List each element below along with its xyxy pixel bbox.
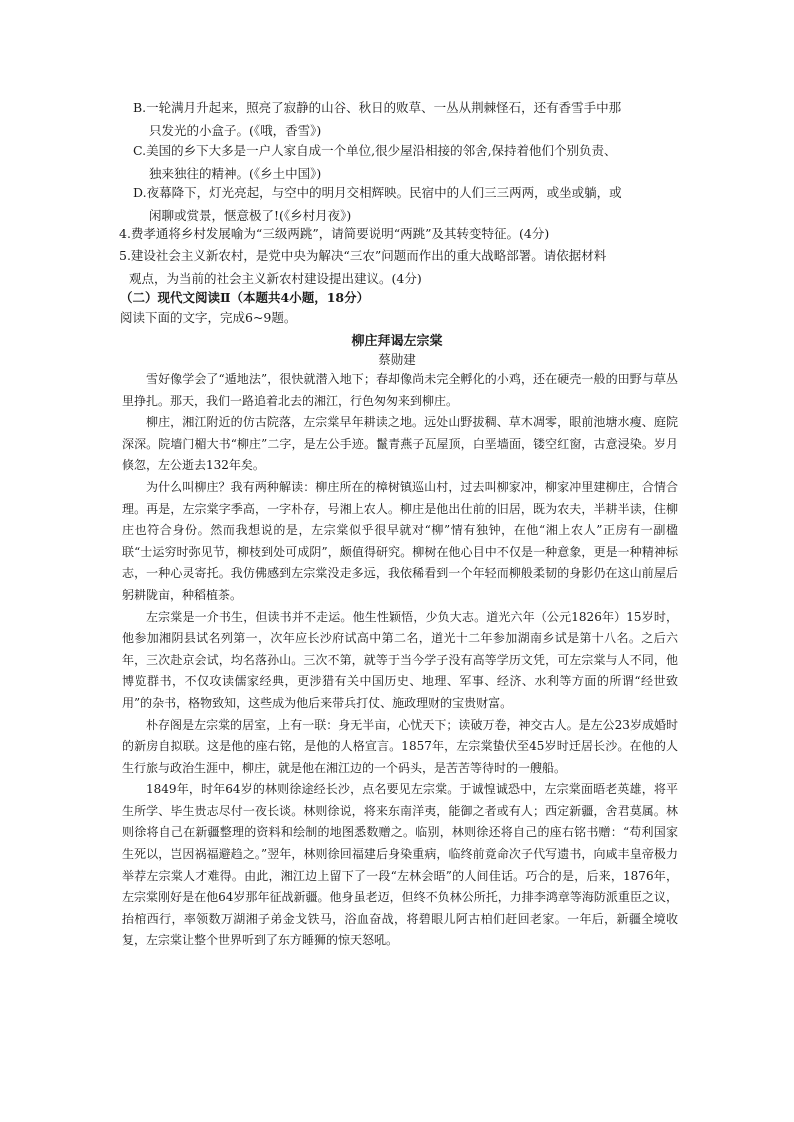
question-text: 4.费孝通将乡村发展喻为“三级两跳”，请简要说明“两跳”及其转变特征。(4分) (119, 226, 550, 241)
option-text-line2: 独来独往的精神。(《乡土中国》) (149, 166, 322, 181)
option-b (133, 96, 693, 142)
section-heading: （二）现代文阅读Ⅱ（本题共4小题，18分） (120, 290, 370, 305)
article-body (122, 369, 678, 952)
article-paragraph: 雪好像学会了“遁地法”，很快就潜入地下；春却像尚未完全孵化的小鸡，还在硬壳一般的田野与草丛里挣扎。那天，我们一路追着北去的湘江，行色匆匆来到柳庄。 (122, 372, 678, 408)
option-c (133, 139, 693, 185)
question-4 (119, 222, 689, 245)
article-title: 柳庄拜谒左宗棠 (351, 334, 443, 349)
article-paragraph: 左宗棠是一介书生，但读书并不走运。他生性颖悟，少负大志。道光六年（公元1826年）15岁时，他参加湘阴县试名列第一，次年应长沙府试高中第二名，道光十二年参加湖南乡试是第十八名。之后六年，三次赴京会试，均名落孙山。三次不第，就等于当今学子没有高等学历文凭，可左宗棠与人不同，他博览群书，不仅攻读儒家经典，更涉猎有关中国历史、地理、军事、经济、水利等方面的所谓“经世致用”的杂书，格物致知，这些成为他后来带兵打仗、施政理财的宝贵财富。 (122, 609, 678, 710)
option-d (133, 181, 693, 227)
option-text-line2: 只发光的小盒子。(《哦，香雪》) (149, 123, 322, 138)
article-author: 蔡勋建 (378, 352, 416, 367)
question-text-line2: 观点，为当前的社会主义新农村建设提出建议。(4分) (129, 271, 422, 286)
option-label: D. (133, 185, 147, 200)
option-label: C. (133, 143, 147, 158)
reading-instruction: 阅读下面的文字，完成6~9题。 (120, 310, 297, 325)
question-text-line1: 5.建设社会主义新农村，是党中央为解决“三农”问题而作出的重大战略部署。请依据材料 (119, 248, 607, 263)
option-text-line1: 一轮满月升起来，照亮了寂静的山谷、秋日的败草、一丛从荆棘怪石，还有香雪手中那 (146, 100, 622, 115)
article-paragraph: 1849年，时年64岁的林则徐途经长沙，点名要见左宗棠。于诚惶诚恐中，左宗棠面晤老英雄，将平生所学、毕生贵志尽付一夜长谈。林则徐说，将来东南洋夷，能御之者或有人；西定新疆，舍君莫属。林则徐将自己在新疆整理的资料和绘制的地图悉数赠之。临别，林则徐还将自己的座右铭书赠：“苟利国家生死以，岂因祸福避趋之。”翌年，林则徐回福建后身染重病，临终前竟命次子代写遗书，向咸丰皇帝极力举荐左宗棠人才难得。由此，湘江边上留下了一段“左林会晤”的人间佳话。巧合的是，后来，1876年，左宗棠刚好是在他64岁那年征战新疆。他身虽老迈，但终不负林公所托，力排李鸿章等海防派重臣之议，抬棺西行，率领数万湖湘子弟金戈铁马，浴血奋战，将碧眼儿阿古柏们赶回老家。一年后，新疆全境收复，左宗棠让整个世界听到了东方睡狮的惊天怒吼。 (122, 782, 678, 948)
option-label: B. (133, 100, 147, 115)
option-text-line1: 美国的乡下大多是一户人家自成一个单位,很少屋沿相接的邻舍,保持着他们个别负责、 (146, 143, 617, 158)
option-text-line1: 夜幕降下，灯光亮起，与空中的明月交相辉映。民宿中的人们三三两两，或坐或躺，或 (146, 185, 622, 200)
option-text-line2: 闲聊或赏景，惬意极了!(《乡村月夜》) (149, 208, 352, 223)
article-paragraph: 朴存阁是左宗棠的居室，上有一联：身无半亩，心忧天下；读破万卷，神交古人。是左公23岁成婚时的新房自拟联。这是他的座右铭，是他的人格宣言。1857年，左宗棠蛰伏至45岁时迁居长沙。在他的人生行旅与政治生涯中，柳庄，就是他在湘江边的一个码头，是苦苦等待时的一艘船。 (122, 717, 678, 775)
article-paragraph: 柳庄，湘江附近的仿古院落，左宗棠早年耕读之地。远处山野拔稠、草木凋零，眼前池塘水瘦、庭院深深。院墙门楣大书“柳庄”二字，是左公手迹。鬣青燕子瓦屋顶，白垩墙面，镂空红窗，古意浸染。岁月倏忽，左公逝去132年矣。 (122, 415, 678, 473)
question-5 (119, 244, 689, 290)
article-paragraph: 为什么叫柳庄？我有两种解读：柳庄所在的樟树镇巡山村，过去叫柳家冲，柳家冲里建柳庄，合情合理。再是，左宗棠字季高，一字朴存，号湘上农人。柳庄是他出仕前的旧居，既为农夫，半耕半读，住柳庄也符合身份。然而我想说的是，左宗棠似乎很早就对“柳”情有独钟，在他“湘上农人”正房有一副楹联“士运穷时弥见节，柳枝到处可成阴”，颇值得研究。柳树在他心目中不仅是一种意象，更是一种精神标志，一种心灵寄托。我仿佛感到左宗棠没走多远，我依稀看到一个年轻而柳般柔韧的身影仍在这山前屋后躬耕陇亩，种稻植茶。 (122, 479, 678, 602)
